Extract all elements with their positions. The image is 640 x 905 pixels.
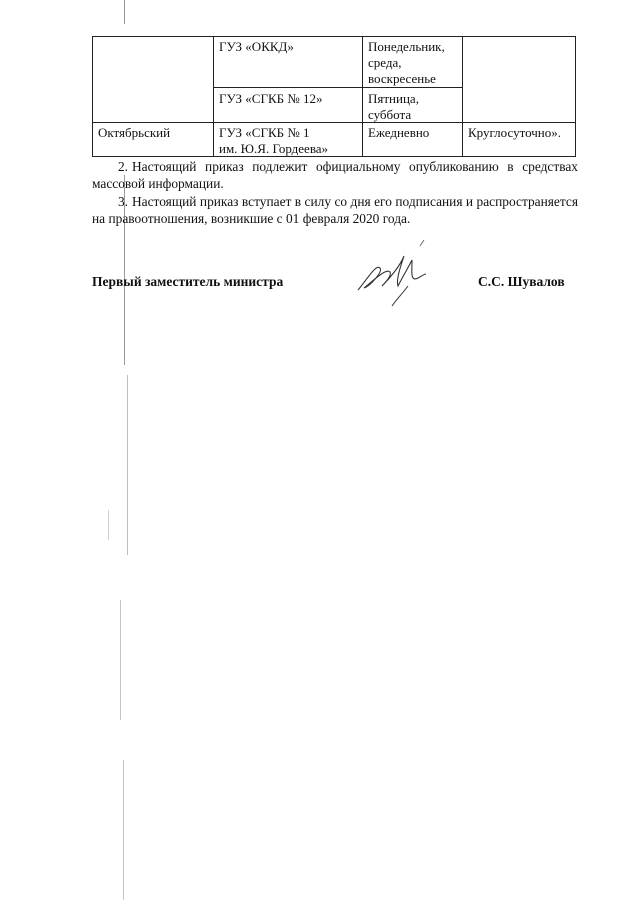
scan-artifact-line xyxy=(120,600,121,720)
handwritten-signature xyxy=(350,238,440,308)
scan-artifact-line xyxy=(124,0,125,24)
table-cell-institution: ГУЗ «ОККД» xyxy=(219,39,294,54)
paragraph-number: 3. xyxy=(117,194,128,209)
paragraph-text: Настоящий приказ вступает в силу со дня его подписания и распространяется на правоотношения, возникшие с 01 февраля 2020 года. xyxy=(92,194,578,226)
table-cell-days: Понедельник, среда, воскресенье xyxy=(368,39,445,86)
paragraph-text: Настоящий приказ подлежит официальному опубликованию в средствах массовой информации. xyxy=(92,159,578,191)
table-cell-hours: Круглосуточно». xyxy=(468,125,561,140)
paragraph-publication xyxy=(92,158,578,192)
signatory-title: Первый заместитель министра xyxy=(92,274,284,289)
signatory-name: С.С. Шувалов xyxy=(478,274,565,289)
table-cell-institution: ГУЗ «СГКБ № 12» xyxy=(219,91,323,106)
table-cell-days: Пятница, суббота xyxy=(368,91,419,122)
paragraph-effective-date xyxy=(92,193,578,227)
table-border xyxy=(575,36,576,157)
table-cell-days: Ежедневно xyxy=(368,125,430,140)
table-cell-district: Октябрьский xyxy=(98,125,171,140)
table-cell-institution: ГУЗ «СГКБ № 1 им. Ю.Я. Гордеева» xyxy=(219,125,329,156)
scan-artifact-line xyxy=(127,375,128,555)
scan-artifact-line xyxy=(108,510,109,540)
scan-artifact-line xyxy=(123,760,124,900)
paragraph-number: 2. xyxy=(117,159,128,174)
